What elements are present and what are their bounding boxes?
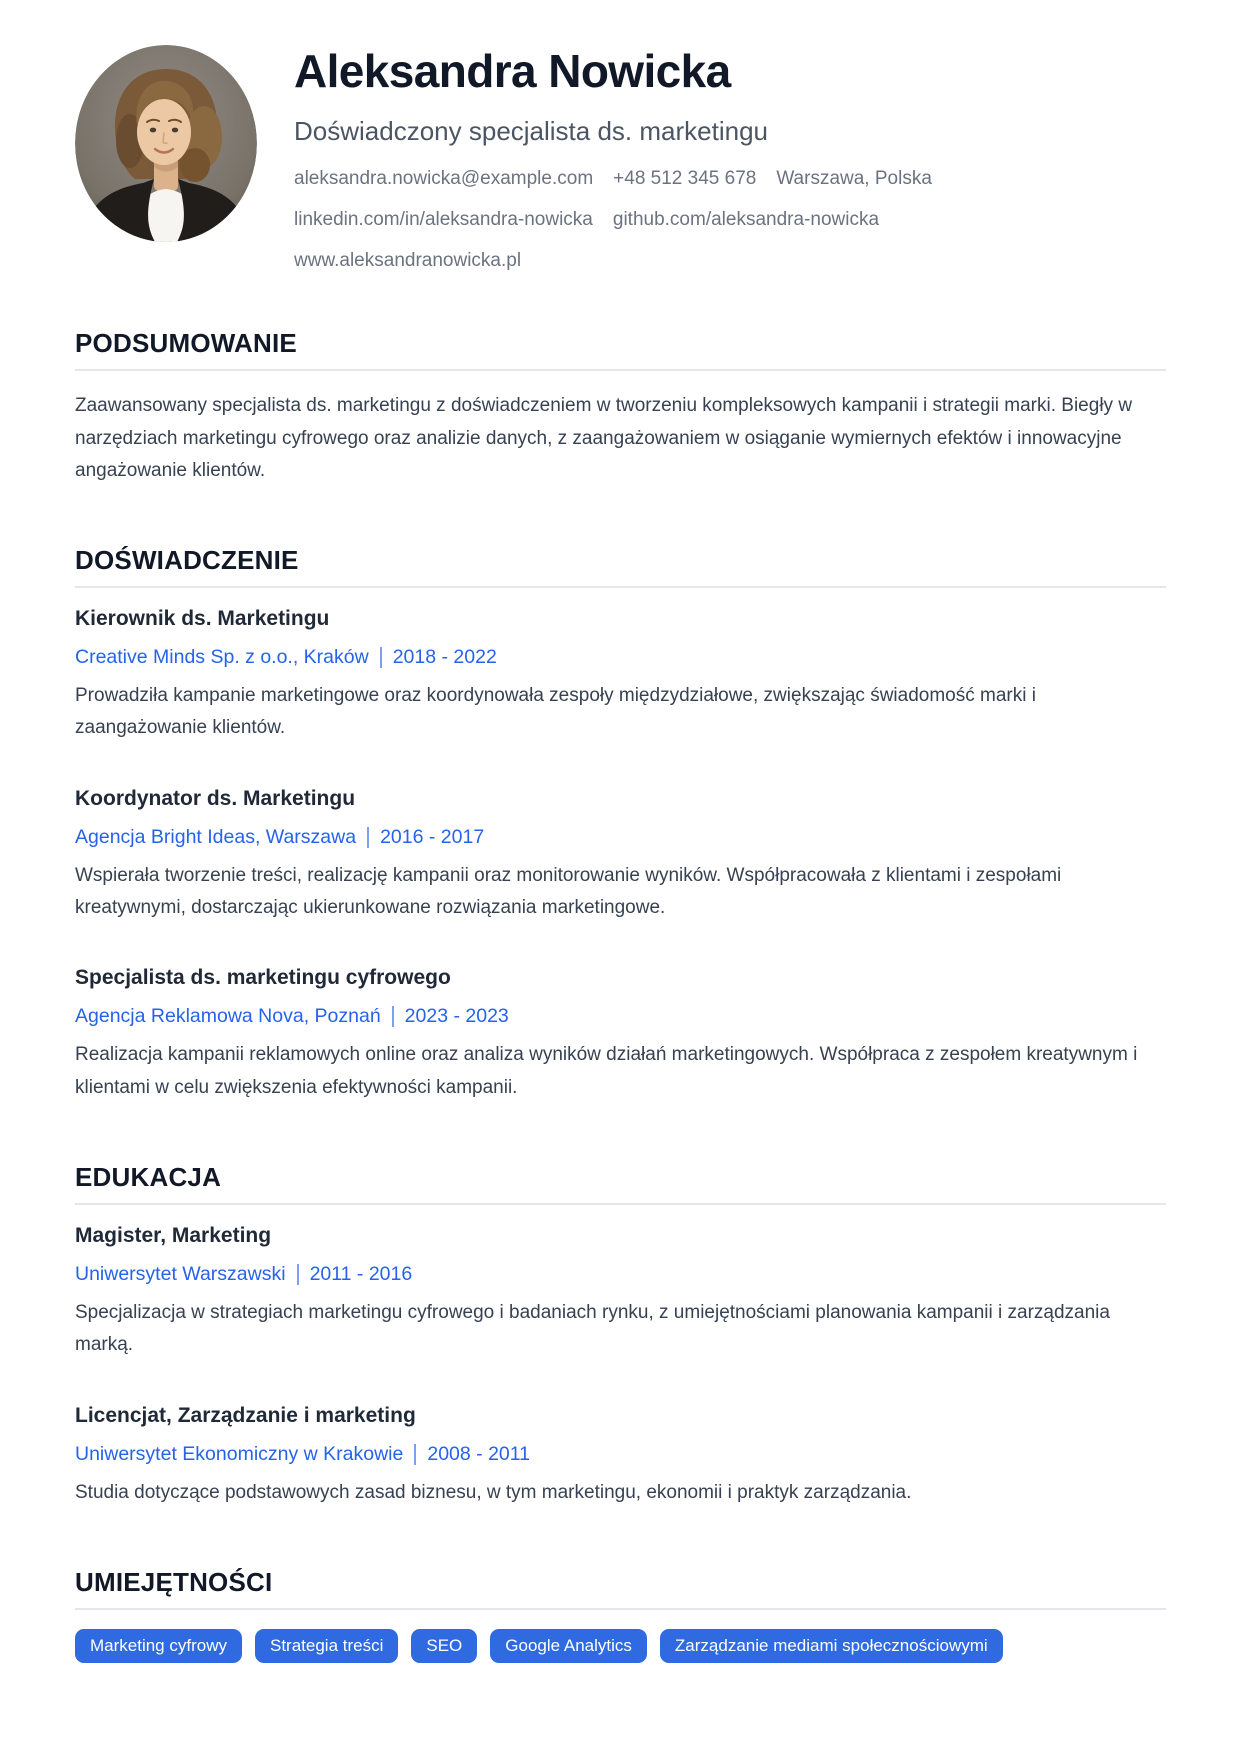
meta-divider [414,1444,416,1465]
degree-description: Specjalizacja w strategiach marketingu cyfrowego i badaniach rynku, z umiejętnościami planowania kampanii i zarządzania marką. [75,1301,1110,1356]
skill-badge: Strategia treści [255,1629,398,1663]
job-description: Wspierała tworzenie treści, realizację kampanii oraz monitorowanie wyników. Współpracowała z klientami i zespołami kreatywnymi, dostarczając ukierunkowane rozwiązania marketingowe. [75,864,1062,919]
summary-text: Zaawansowany specjalista ds. marketingu z doświadczeniem w tworzeniu kompleksowych kampanii i strategii marki. Biegły w narzędziach marketingu cyfrowego oraz analizie danych, z zaangażowaniem w osiąganie wymiernych efektów i innowacyjne angażowanie klientów. [75,395,1133,481]
contact-email[interactable]: aleksandra.nowicka@example.com [294,168,594,190]
degree-period: 2011 - 2016 [309,1262,413,1285]
section-divider [75,369,1166,371]
section-divider [75,586,1166,588]
job-meta [75,646,1166,669]
experience-item [75,787,1166,925]
degree-description: Studia dotyczące podstawowych zasad biznesu, w tym marketingu, ekonomii i praktyk zarządzania. [75,1481,912,1503]
section-divider [75,1203,1166,1205]
job-description: Realizacja kampanii reklamowych online oraz analiza wyników działań marketingowych. Współpraca z zespołem kreatywnym i klientami w celu zwiększenia efektywności kampanii. [75,1044,1138,1098]
skill-badge: Google Analytics [490,1629,647,1663]
skills-heading: UMIEJĘTNOŚCI [75,1566,273,1597]
skill-badge: Marketing cyfrowy [75,1629,242,1663]
job-description: Prowadziła kampanie marketingowe oraz koordynowała zespoły międzydziałowe, zwiększając świadomość marki i zaangażowanie klientów. [75,685,1036,739]
degree-school: Uniwersytet Warszawski [75,1262,286,1285]
degree-period: 2008 - 2011 [427,1442,531,1465]
job-title: Kierownik ds. Marketingu [75,607,330,631]
meta-divider [297,1264,299,1285]
job-company: Creative Minds Sp. z o.o., Kraków [75,646,369,669]
education-item [75,1404,1166,1509]
section-summary [75,328,1166,487]
meta-divider [380,647,382,668]
section-experience [75,545,1166,1104]
person-title: Doświadczony specjalista ds. marketingu [294,116,768,147]
skill-badge: SEO [411,1629,477,1663]
degree-school: Uniwersytet Ekonomiczny w Krakowie [75,1442,404,1465]
summary-heading: PODSUMOWANIE [75,328,297,359]
contact-website[interactable]: www.aleksandranowicka.pl [294,250,522,272]
job-period: 2023 - 2023 [404,1005,509,1028]
section-divider [75,1608,1166,1610]
degree-title: Magister, Marketing [75,1223,272,1247]
contact-row-website [294,250,932,272]
job-title: Koordynator ds. Marketingu [75,786,356,810]
experience-heading: DOŚWIADCZENIE [75,545,299,576]
contact-location: Warszawa, Polska [776,168,932,190]
contact-github[interactable]: github.com/aleksandra-nowicka [612,209,880,231]
skill-badge: Zarządzanie mediami społecznościowymi [660,1629,1003,1663]
job-period: 2018 - 2022 [392,646,497,669]
section-skills [75,1567,1166,1663]
job-company: Agencja Bright Ideas, Warszawa [75,825,357,848]
section-education [75,1162,1166,1509]
job-title: Specjalista ds. marketingu cyfrowego [75,966,451,990]
profile-photo [75,45,257,242]
person-name: Aleksandra Nowicka [294,45,731,97]
resume-header [75,45,1166,272]
meta-divider [367,827,369,848]
degree-meta [75,1443,1166,1466]
skills-list [75,1629,1166,1663]
contact-row-primary [294,168,932,190]
experience-item [75,607,1166,745]
profile-photo-illustration [75,45,257,242]
experience-item [75,966,1166,1104]
education-heading: EDUKACJA [75,1161,222,1192]
job-meta [75,1005,1166,1028]
degree-title: Licencjat, Zarządzanie i marketing [75,1403,416,1427]
contact-linkedin[interactable]: linkedin.com/in/aleksandra-nowicka [294,209,593,231]
contact-row-social [294,209,932,231]
degree-meta [75,1263,1166,1286]
meta-divider [392,1006,394,1027]
header-text-block [294,45,932,272]
job-meta [75,826,1166,849]
job-period: 2016 - 2017 [380,825,485,848]
job-company: Agencja Reklamowa Nova, Poznań [75,1005,381,1028]
education-item [75,1224,1166,1362]
contact-phone: +48 512 345 678 [613,168,757,190]
